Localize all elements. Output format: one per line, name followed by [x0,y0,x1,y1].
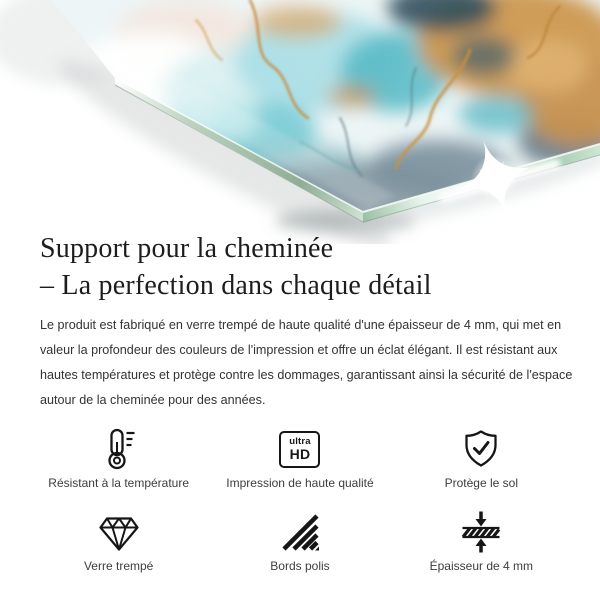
description-line: hautes températures et protège contre les dommages, garantissant ainsi la sécurité de l'espace [40,368,573,382]
feature-print-quality [209,425,390,490]
description-line: Le produit est fabriqué en verre trempé de haute qualité d'une épaisseur de 4 mm, qui met en [40,318,562,332]
product-description [40,313,573,413]
diamond-icon [96,508,142,556]
feature-label: Protège le sol [444,476,519,490]
feature-label: Épaisseur de 4 mm [429,559,534,573]
product-photo [0,0,600,244]
thickness-compress-icon [458,508,504,556]
ultra-hd-icon-text-ultra: ultra [289,436,311,447]
feature-label: Bords polis [270,559,330,573]
shield-check-icon [458,425,504,473]
feature-polished-edges [209,508,390,573]
feature-label: Résistant à la température [48,476,190,490]
page-title-line1: Support pour la cheminée [40,233,334,264]
description-line: valeur la profondeur des couleurs de l'impression et offre un éclat élégant. Il est résistant aux [40,343,558,357]
feature-label: Verre trempé [83,559,154,573]
feature-floor-protection [391,425,572,490]
thermometer-icon [96,425,142,473]
feature-label: Impression de haute qualité [226,476,374,490]
page-title-line2: – La perfection dans chaque détail [40,270,432,301]
description-line: autour de la cheminée pour des années. [40,393,266,407]
feature-temperature-resistant [28,425,209,490]
ultra-hd-icon-text-hd: HD [289,446,311,462]
polished-edges-icon [277,508,323,556]
feature-tempered-glass [28,508,209,573]
feature-grid [28,425,572,573]
ultra-hd-icon [279,425,320,473]
page-title [40,230,560,304]
feature-thickness [391,508,572,573]
